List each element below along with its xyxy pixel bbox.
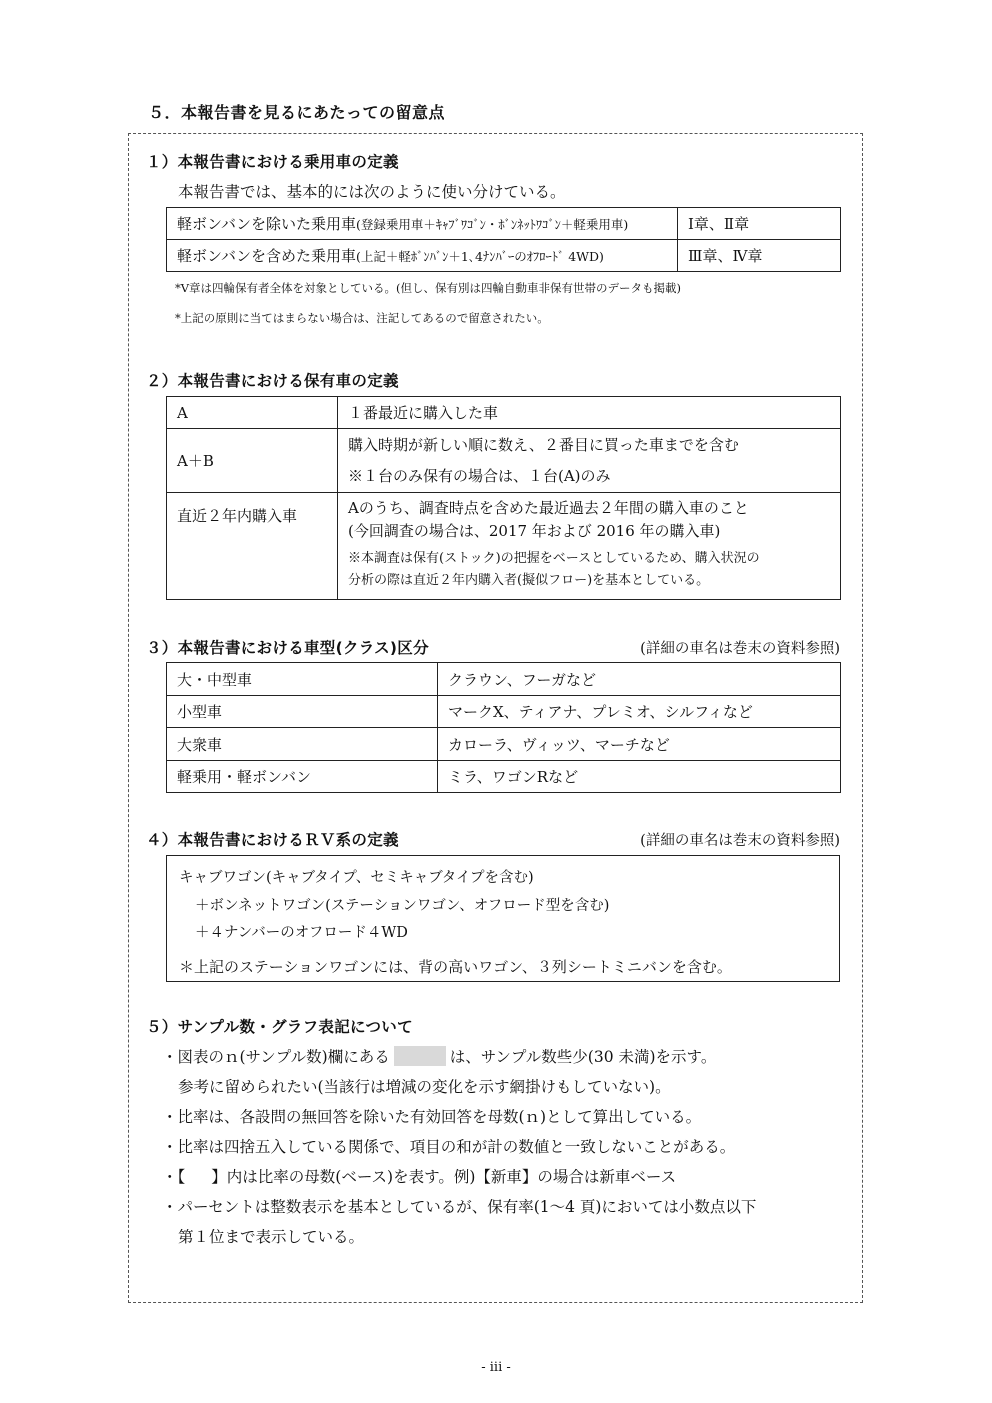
definition-cell — [167, 208, 678, 240]
class-cell: 軽乗用・軽ボンバン — [167, 761, 438, 793]
example-cell: マークX、ティアナ、プレミオ、シルフィなど — [438, 696, 841, 728]
section-5-title: ５）サンプル数・グラフ表記について — [146, 1018, 413, 1036]
page-number: - iii - — [481, 1360, 511, 1375]
bullet-text: は、サンプル数些少(30 未満)を示す。 — [449, 1048, 717, 1066]
section-1-title: １）本報告書における乗用車の定義 — [146, 153, 399, 171]
bullet-text: ・図表のｎ(サンプル数)欄にある — [162, 1048, 390, 1066]
definition-condition: (登録乗用車＋ｷｬﾌﾞﾜｺﾞﾝ・ﾎﾞﾝﾈｯﾄﾜｺﾞﾝ＋軽乗用車) — [355, 217, 629, 232]
term-cell: A＋B — [167, 429, 338, 493]
class-cell: 大衆車 — [167, 728, 438, 761]
chapter-cell: Ⅰ章、Ⅱ章 — [678, 208, 841, 240]
class-cell: 小型車 — [167, 696, 438, 728]
chapter-cell: Ⅲ章、Ⅳ章 — [678, 240, 841, 272]
example-cell: クラウン、フーガなど — [438, 663, 841, 696]
table-row — [167, 663, 841, 696]
description-line: ※１台のみ保有の場合は、１台(A)のみ — [348, 466, 611, 485]
bullet-continuation: 参考に留められたい(当該行は増減の変化を示す網掛けもしていない)。 — [178, 1078, 671, 1096]
example-cell: カローラ、ヴィッツ、マーチなど — [438, 728, 841, 761]
vehicle-class-table — [166, 662, 841, 793]
table-row — [167, 761, 841, 793]
description-cell — [338, 429, 841, 493]
section-4-reference-note: (詳細の車名は巻末の資料参照) — [640, 833, 840, 849]
rv-definition-note: ＊上記のステーションワゴンには、背の高いワゴン、３列シートミニバンを含む。 — [179, 958, 732, 976]
section-1-note: *Ⅴ章は四輪保有者全体を対象としている。(但し、保有別は四輪自動車非保有世帯のデータも掲載) — [175, 281, 682, 295]
definition-cell — [167, 240, 678, 272]
ownership-definition-table — [166, 396, 841, 600]
example-cell: ミラ、ワゴンRなど — [438, 761, 841, 793]
section-3-reference-note: (詳細の車名は巻末の資料参照) — [640, 641, 840, 657]
bullet-continuation: 第１位まで表示している。 — [178, 1228, 365, 1246]
class-cell: 大・中型車 — [167, 663, 438, 696]
car-definition-table — [166, 207, 841, 272]
rv-definition-line: ＋ボンネットワゴン(ステーションワゴン、オフロード型を含む) — [195, 898, 610, 914]
section-1-intro: 本報告書では、基本的には次のように使い分けている。 — [178, 183, 566, 201]
bullet-text: ・【 — [162, 1168, 186, 1186]
term-cell: A — [167, 397, 338, 429]
table-row — [167, 696, 841, 728]
definition-condition: (上記＋軽ﾎﾞﾝﾊﾞﾝ＋1､4ﾅﾝﾊﾞｰのｵﾌﾛｰﾄﾞ 4WD) — [355, 249, 604, 264]
section-2-title: ２）本報告書における保有車の定義 — [146, 372, 399, 390]
description-line: (今回調査の場合は、2017 年および 2016 年の購入車) — [348, 522, 721, 540]
table-row — [167, 208, 841, 240]
gray-shading-sample — [394, 1046, 446, 1066]
table-row — [167, 493, 841, 600]
description-line: Aのうち、調査時点を含めた最近過去２年間の購入車のこと — [348, 499, 749, 517]
bullet-item: ・パーセントは整数表示を基本としているが、保有率(1～4 頁)においては小数点以下 — [162, 1198, 757, 1216]
term-cell: 直近２年内購入車 — [167, 493, 338, 600]
table-row — [167, 728, 841, 761]
description-line: 購入時期が新しい順に数え、２番目に買った車までを含む — [348, 435, 739, 454]
description-note: ※本調査は保有(ストック)の把握をベースとしているため、購入状況の — [348, 551, 760, 566]
rv-definition-line: キャブワゴン(キャブタイプ、セミキャブタイプを含む) — [179, 870, 534, 886]
description-cell: １番最近に購入した車 — [338, 397, 841, 429]
bullet-text: 】内は比率の母数(ベース)を表す。例)【新車】の場合は新車ベース — [211, 1168, 677, 1186]
bullet-item: ・比率は四捨五入している関係で、項目の和が計の数値と一致しないことがある。 — [162, 1138, 736, 1156]
bullet-item: ・比率は、各設問の無回答を除いた有効回答を母数(ｎ)として算出している。 — [162, 1108, 702, 1126]
table-row — [167, 240, 841, 272]
description-cell — [338, 493, 841, 600]
section-4-title: ４）本報告書におけるＲＶ系の定義 — [146, 831, 399, 849]
rv-definition-box — [166, 855, 840, 982]
section-1-note: *上記の原則に当てはまらない場合は、注記してあるので留意されたい。 — [175, 311, 549, 325]
table-row — [167, 397, 841, 429]
main-heading: ５．本報告書を見るにあたっての留意点 — [148, 103, 446, 122]
rv-definition-line: ＋４ナンバーのオフロード４WD — [195, 925, 408, 941]
bullet-item — [162, 1165, 676, 1187]
definition-text: 軽ボンバンを除いた乗用車 — [177, 215, 356, 233]
section-3-title: ３）本報告書における車型(クラス)区分 — [146, 639, 429, 657]
table-row — [167, 429, 841, 493]
bullet-item — [162, 1045, 716, 1067]
definition-text: 軽ボンバンを含めた乗用車 — [177, 247, 356, 265]
description-note: 分析の際は直近２年内購入者(擬似フロー)を基本としている。 — [348, 573, 710, 588]
